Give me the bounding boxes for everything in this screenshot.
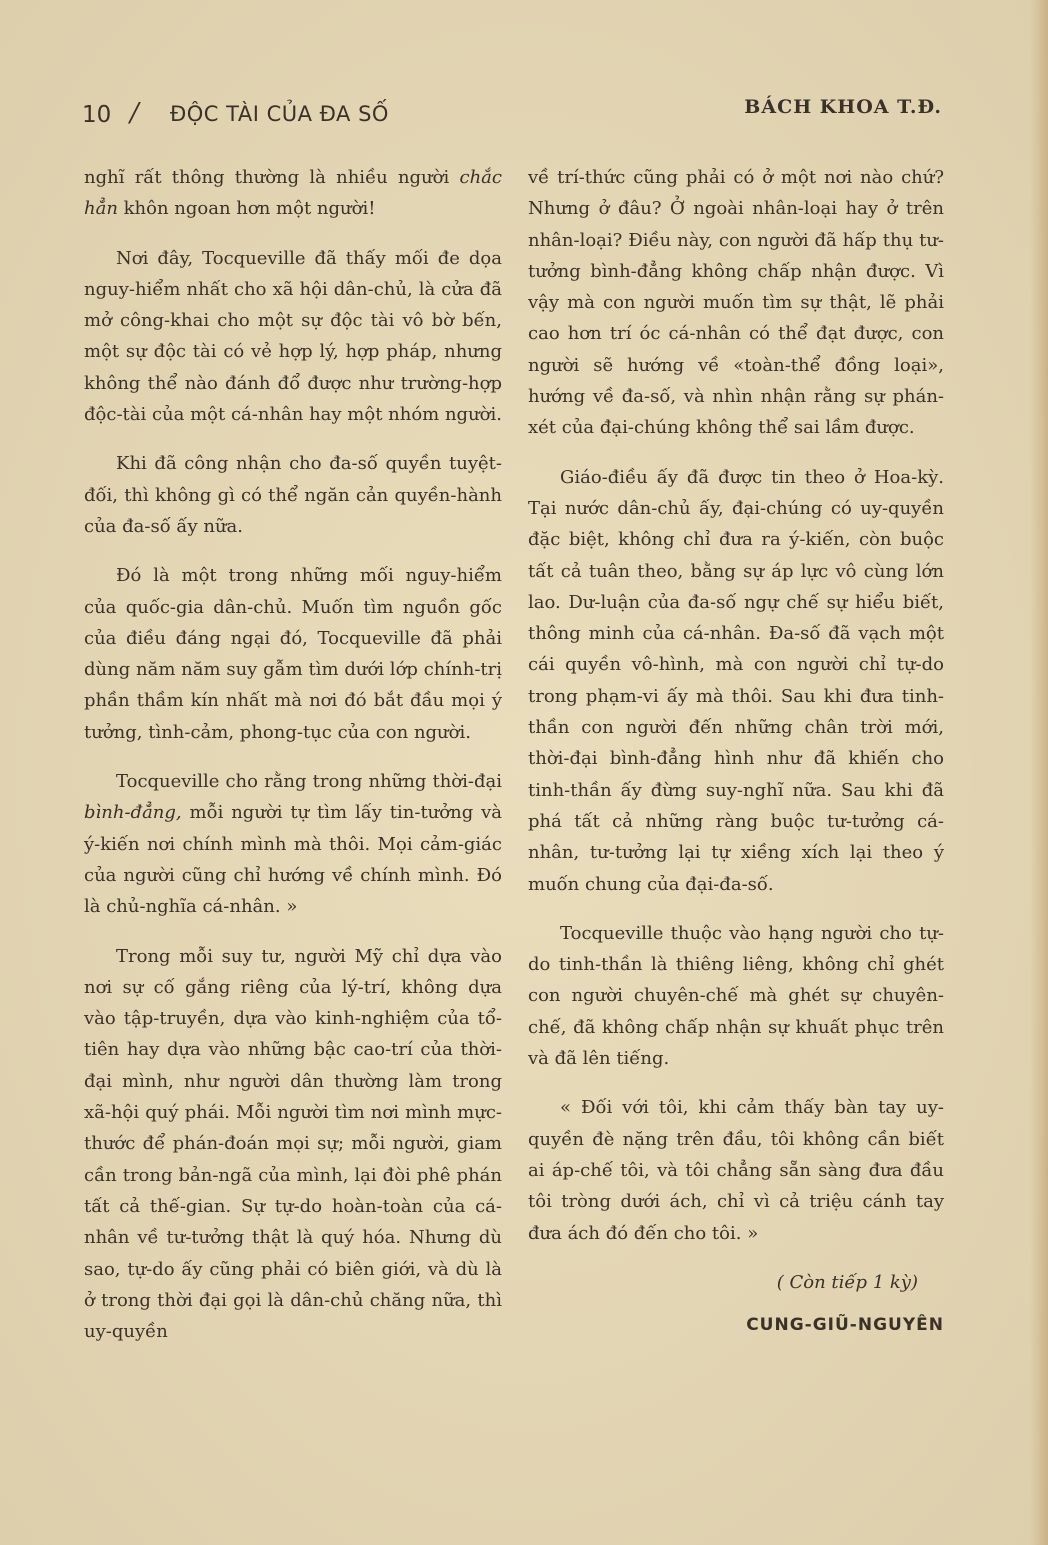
right-paragraph-1: về trí-thức cũng phải có ở một nơi nào chứ? Nhưng ở đâu? Ở ngoài nhân-loại hay ở trên nhân-loại? Điều này, con người đã hấp thụ tư-tưởng bình-đẳng không chấp nhận được. Vì vậy mà con người muốn tìm sự thật, lẽ phải cao hơn trí óc cá-nhân có thể đạt được, con người sẽ hướng về «toàn-thể đồng loại», hướng về đa-số, và nhìn nhận rằng sự phán-xét của đại-chúng không thể sai lầm được. [528,167,944,439]
right-paragraph-2: Giáo-điều ấy đã được tin theo ở Hoa-kỳ. Tại nước dân-chủ ấy, đại-chúng có uy-quyền đặc biệt, không chỉ đưa ra ý-kiến, còn buộc tất cả tuân theo, bằng sự áp lực vô cùng lớn lao. Dư-luận của đa-số ngự chế sự hiểu biết, thông minh của cá-nhân. Đa-số đã vạch một cái quyền vô-hình, mà con người chỉ tự-do trong phạm-vi ấy mà thôi. Sau khi đưa tinh-thần con người đến những chân trời mới, thời-đại bình-đẳng hình như đã khiến cho tinh-thần ấy đừng suy-nghĩ nữa. Sau khi đã phá tất cả những ràng buộc tư-tưởng cá-nhân, tư-tưởng lại tự xiềng xích lại theo ý muốn chung của đại-đa-số. [528,466,944,895]
right-paragraph-3: Tocqueville thuộc vào hạng người cho tự-do tinh-thần là thiêng liêng, không chỉ ghét con người chuyên-chế mà ghét sự chuyên-chế, đã không chấp nhận sự khuất phục trên và đã lên tiếng. [528,922,944,1070]
left-column [84,162,502,1347]
emphasis-text: bình-đẳng, [84,802,182,824]
left-paragraph-2: Nơi đây, Tocqueville đã thấy mối đe dọa nguy-hiểm nhất cho xã hội dân-chủ, là cửa đã mở công-khai cho một sự độc tài vô bờ bến, một sự độc tài có vẻ hợp lý, hợp pháp, nhưng không thể nào đánh đổ được như trường-hợp độc-tài của một cá-nhân hay một nhóm người. [84,247,502,426]
page-header [82,96,972,136]
author-signature: CUNG-GIŨ-NGUYÊN [746,1315,944,1336]
page-number: 10 [82,102,112,128]
continued-note: ( Còn tiếp 1 kỳ) [776,1271,918,1293]
header-separator: / [130,98,139,128]
left-paragraph-4: Đó là một trong những mối nguy-hiểm của quốc-gia dân-chủ. Muốn tìm nguồn gốc của điều đáng ngại đó, Tocqueville đã phải dùng năm năm suy gẫm tìm dưới lớp chính-trị phần thầm kín nhất mà nơi đó bắt đầu mọi ý tưởng, tình-cảm, phong-tục của con người. [84,565,502,743]
text-span: mỗi người tự tìm lấy tin-tưởng và ý-kiến nơi chính mình mà thôi. Mọi cảm-giác của người cũng chỉ hướng về chính mình. Đó là chủ-nghĩa cá-nhân. » [84,802,502,918]
left-paragraph-5 [84,766,502,922]
quote-paragraph: « Đối với tôi, khi cảm thấy bàn tay uy-quyền đè nặng trên đầu, tôi không cần biết ai áp-chế tôi, và tôi chẳng sẵn sàng đưa đầu tôi tròng dưới ách, chỉ vì cả triệu cánh tay đưa ách đó đến cho tôi. » [528,1097,944,1244]
journal-name: BÁCH KHOA T.Đ. [744,96,942,118]
left-paragraph-3: Khi đã công nhận cho đa-số quyền tuyệt-đối, thì không gì có thể ngăn cản quyền-hành của đa-số ấy nữa. [84,453,502,537]
article-title: ĐỘC TÀI CỦA ĐA SỐ [170,102,389,126]
left-paragraph-6: Trong mỗi suy tư, người Mỹ chỉ dựa vào nơi sự cố gắng riêng của lý-trí, không dựa vào tập-truyền, dựa vào kinh-nghiệm của tổ-tiên hay dựa vào những bậc cao-trí của thời-đại mình, như người dân thường làm trong xã-hội quý phái. Mỗi người tìm nơi mình mực-thước để phán-đoán mọi sự; mỗi người, giam cần trong bản-ngã của mình, lại đòi phê phán tất cả thế-gian. Sự tự-do hoàn-toàn của cá-nhân về tư-tưởng thật là quý hóa. Nhưng dù sao, tự-do ấy cũng phải có biên giới, và dù là ở trong thời đại gọi là dân-chủ chăng nữa, thì uy-quyền [84,945,502,1343]
paper-edge-stain [1030,0,1048,1545]
text-span: Tocqueville cho rằng trong những thời-đại [116,771,502,793]
text-span: nghĩ rất thông thường là nhiều người [84,167,460,188]
right-column [528,162,944,1341]
emphasis-text: chắc hẳn [84,167,502,220]
left-paragraph-1 [84,162,502,225]
text-span: khôn ngoan hơn một người! [117,198,376,220]
